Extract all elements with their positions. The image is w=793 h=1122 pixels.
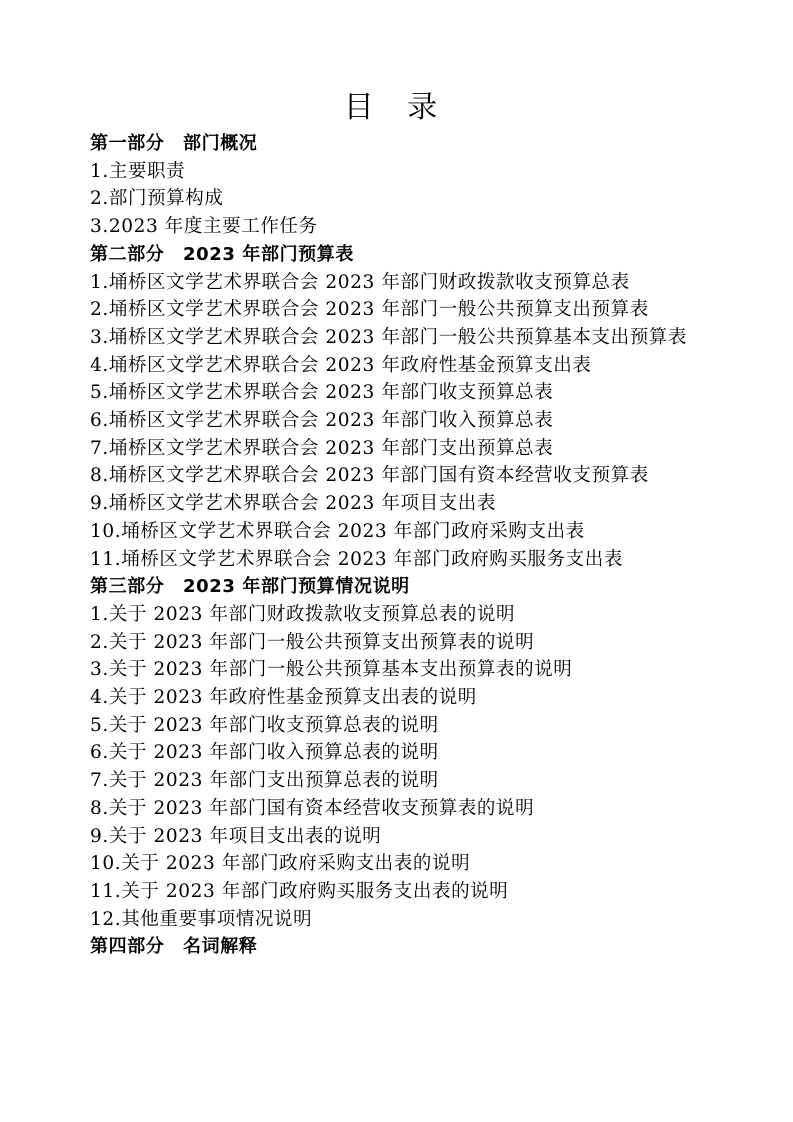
toc-item: 11.关于 2023 年部门政府购买服务支出表的说明 — [90, 880, 509, 902]
toc-item: 2.关于 2023 年部门一般公共预算支出预算表的说明 — [90, 631, 535, 653]
section-heading: 第三部分 2023 年部门预算情况说明 — [90, 576, 410, 598]
toc-item: 6.埇桥区文学艺术界联合会 2023 年部门收入预算总表 — [90, 410, 554, 432]
toc-item: 12.其他重要事项情况说明 — [90, 908, 313, 930]
toc-item: 7.埇桥区文学艺术界联合会 2023 年部门支出预算总表 — [90, 437, 554, 459]
toc-item: 3.关于 2023 年部门一般公共预算基本支出预算表的说明 — [90, 659, 573, 681]
toc-item: 10.埇桥区文学艺术界联合会 2023 年部门政府采购支出表 — [90, 520, 585, 542]
toc-item: 9.埇桥区文学艺术界联合会 2023 年项目支出表 — [90, 493, 496, 515]
toc-item: 3.2023 年度主要工作任务 — [90, 216, 318, 238]
section-heading: 第一部分 部门概况 — [90, 133, 258, 154]
toc-item: 5.埇桥区文学艺术界联合会 2023 年部门收支预算总表 — [90, 382, 554, 404]
toc-item: 2.部门预算构成 — [90, 188, 224, 210]
toc-item: 11.埇桥区文学艺术界联合会 2023 年部门政府购买服务支出表 — [90, 548, 623, 570]
toc-item: 1.主要职责 — [90, 160, 186, 182]
toc-item: 10.关于 2023 年部门政府采购支出表的说明 — [90, 853, 471, 875]
page-title: 目 录 — [343, 90, 450, 125]
toc-item: 7.关于 2023 年部门支出预算总表的说明 — [90, 770, 439, 792]
section-heading: 第四部分 名词解释 — [90, 936, 258, 958]
section-heading: 第二部分 2023 年部门预算表 — [90, 243, 354, 265]
toc-item: 8.埇桥区文学艺术界联合会 2023 年部门国有资本经营收支预算表 — [90, 465, 649, 487]
toc-item: 1.关于 2023 年部门财政拨款收支预算总表的说明 — [90, 603, 516, 625]
toc-item: 2.埇桥区文学艺术界联合会 2023 年部门一般公共预算支出预算表 — [90, 299, 649, 321]
toc-item: 3.埇桥区文学艺术界联合会 2023 年部门一般公共预算基本支出预算表 — [90, 326, 687, 348]
toc-item: 5.关于 2023 年部门收支预算总表的说明 — [90, 714, 439, 736]
table-of-contents — [90, 130, 702, 961]
toc-item: 6.关于 2023 年部门收入预算总表的说明 — [90, 742, 439, 764]
toc-item: 8.关于 2023 年部门国有资本经营收支预算表的说明 — [90, 797, 535, 819]
toc-item: 4.埇桥区文学艺术界联合会 2023 年政府性基金预算支出表 — [90, 354, 592, 376]
toc-item: 4.关于 2023 年政府性基金预算支出表的说明 — [90, 687, 477, 709]
toc-item: 1.埇桥区文学艺术界联合会 2023 年部门财政拨款收支预算总表 — [90, 271, 630, 293]
toc-item: 9.关于 2023 年项目支出表的说明 — [90, 825, 382, 847]
